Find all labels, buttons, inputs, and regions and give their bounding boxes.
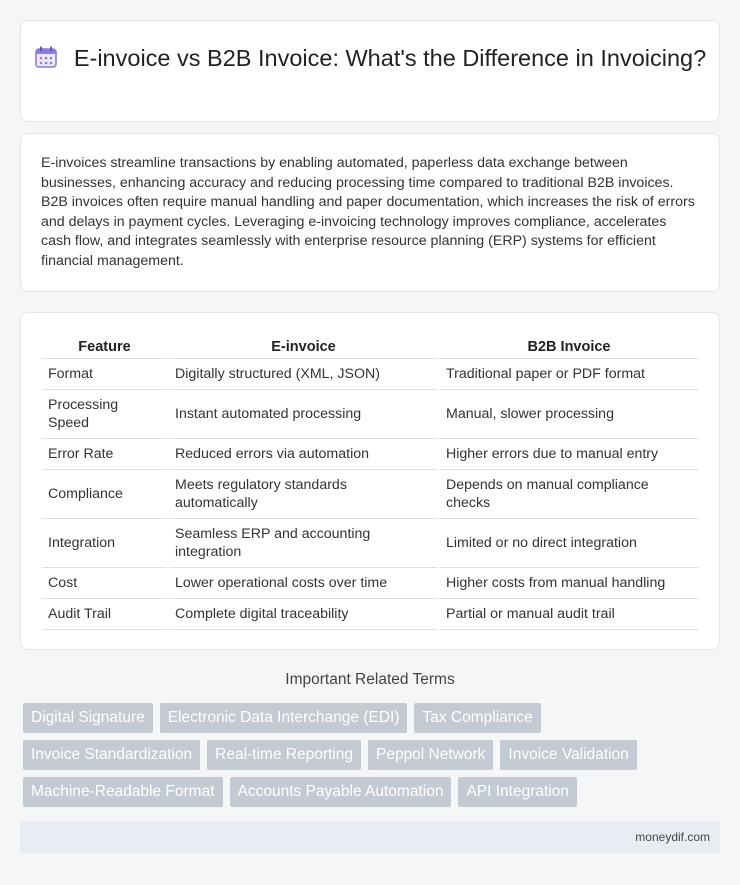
- comparison-table: [42, 335, 698, 630]
- tag-row: [23, 740, 703, 770]
- b2b-invoice-cell: Higher errors due to manual entry: [439, 438, 698, 469]
- summary-text: E-invoices streamline transactions by enabling automated, paperless data exchange between businesses, enhancing accuracy and reducing processing time compared to traditional B2B invoices. B2B invoices often require manual handling and paper documentation, which increases the risk of errors and delays in payment cycles. Leveraging e-invoicing technology improves compliance, accelerates cash flow, and integrates seamlessly with enterprise resource planning (ERP) systems for efficient financial management.: [41, 155, 695, 269]
- table-row: [42, 567, 698, 598]
- e-invoice-cell: Reduced errors via automation: [168, 438, 439, 469]
- tag-invoice-validation[interactable]: Invoice Validation: [500, 740, 636, 770]
- tag-real-time-reporting[interactable]: Real-time Reporting: [207, 740, 361, 770]
- e-invoice-cell: Digitally structured (XML, JSON): [168, 358, 439, 389]
- feature-cell: Audit Trail: [42, 598, 168, 629]
- table-row: [42, 518, 698, 567]
- tag-api-integration[interactable]: API Integration: [458, 777, 577, 807]
- e-invoice-cell: Lower operational costs over time: [168, 567, 439, 598]
- feature-cell: Cost: [42, 567, 168, 598]
- feature-cell: Integration: [42, 518, 168, 567]
- table-row: [42, 389, 698, 438]
- comparison-card: [20, 312, 720, 650]
- table-row: [42, 438, 698, 469]
- b2b-invoice-cell: Limited or no direct integration: [439, 518, 698, 567]
- b2b-invoice-cell: Traditional paper or PDF format: [439, 358, 698, 389]
- header-e-invoice: E-invoice: [168, 335, 439, 358]
- header-feature: Feature: [42, 335, 168, 358]
- b2b-invoice-cell: Depends on manual compliance checks: [439, 469, 698, 518]
- table-row: [42, 358, 698, 389]
- tag-peppol-network[interactable]: Peppol Network: [368, 740, 493, 770]
- table-row: [42, 469, 698, 518]
- tag-machine-readable-format[interactable]: Machine-Readable Format: [23, 777, 223, 807]
- b2b-invoice-cell: Partial or manual audit trail: [439, 598, 698, 629]
- tag-row: [23, 777, 703, 807]
- footer: [20, 821, 720, 854]
- tag-invoice-standardization[interactable]: Invoice Standardization: [23, 740, 200, 770]
- feature-cell: Format: [42, 358, 168, 389]
- feature-cell: Error Rate: [42, 438, 168, 469]
- header-b2b-invoice: B2B Invoice: [439, 335, 698, 358]
- page-title: E-invoice vs B2B Invoice: What's the Difference in Invoicing?: [73, 45, 707, 71]
- calendar-icon: [34, 45, 58, 69]
- tag-tax-compliance[interactable]: Tax Compliance: [414, 703, 540, 733]
- related-terms-title: Important Related Terms: [285, 671, 455, 688]
- b2b-invoice-cell: Manual, slower processing: [439, 389, 698, 438]
- feature-cell: Compliance: [42, 469, 168, 518]
- e-invoice-cell: Instant automated processing: [168, 389, 439, 438]
- e-invoice-cell: Meets regulatory standards automatically: [168, 469, 439, 518]
- tag-edi[interactable]: Electronic Data Interchange (EDI): [160, 703, 408, 733]
- tag-row: [23, 703, 703, 733]
- feature-cell: Processing Speed: [42, 389, 168, 438]
- tag-digital-signature[interactable]: Digital Signature: [23, 703, 153, 733]
- table-row: [42, 598, 698, 629]
- related-terms-tags: [23, 703, 703, 814]
- tag-accounts-payable-automation[interactable]: Accounts Payable Automation: [230, 777, 452, 807]
- title-card: [20, 20, 720, 122]
- table-header-row: [42, 335, 698, 358]
- summary-card: [20, 133, 720, 292]
- b2b-invoice-cell: Higher costs from manual handling: [439, 567, 698, 598]
- footer-site[interactable]: moneydif.com: [635, 830, 710, 844]
- e-invoice-cell: Complete digital traceability: [168, 598, 439, 629]
- page-title-wrap: [21, 43, 719, 73]
- e-invoice-cell: Seamless ERP and accounting integration: [168, 518, 439, 567]
